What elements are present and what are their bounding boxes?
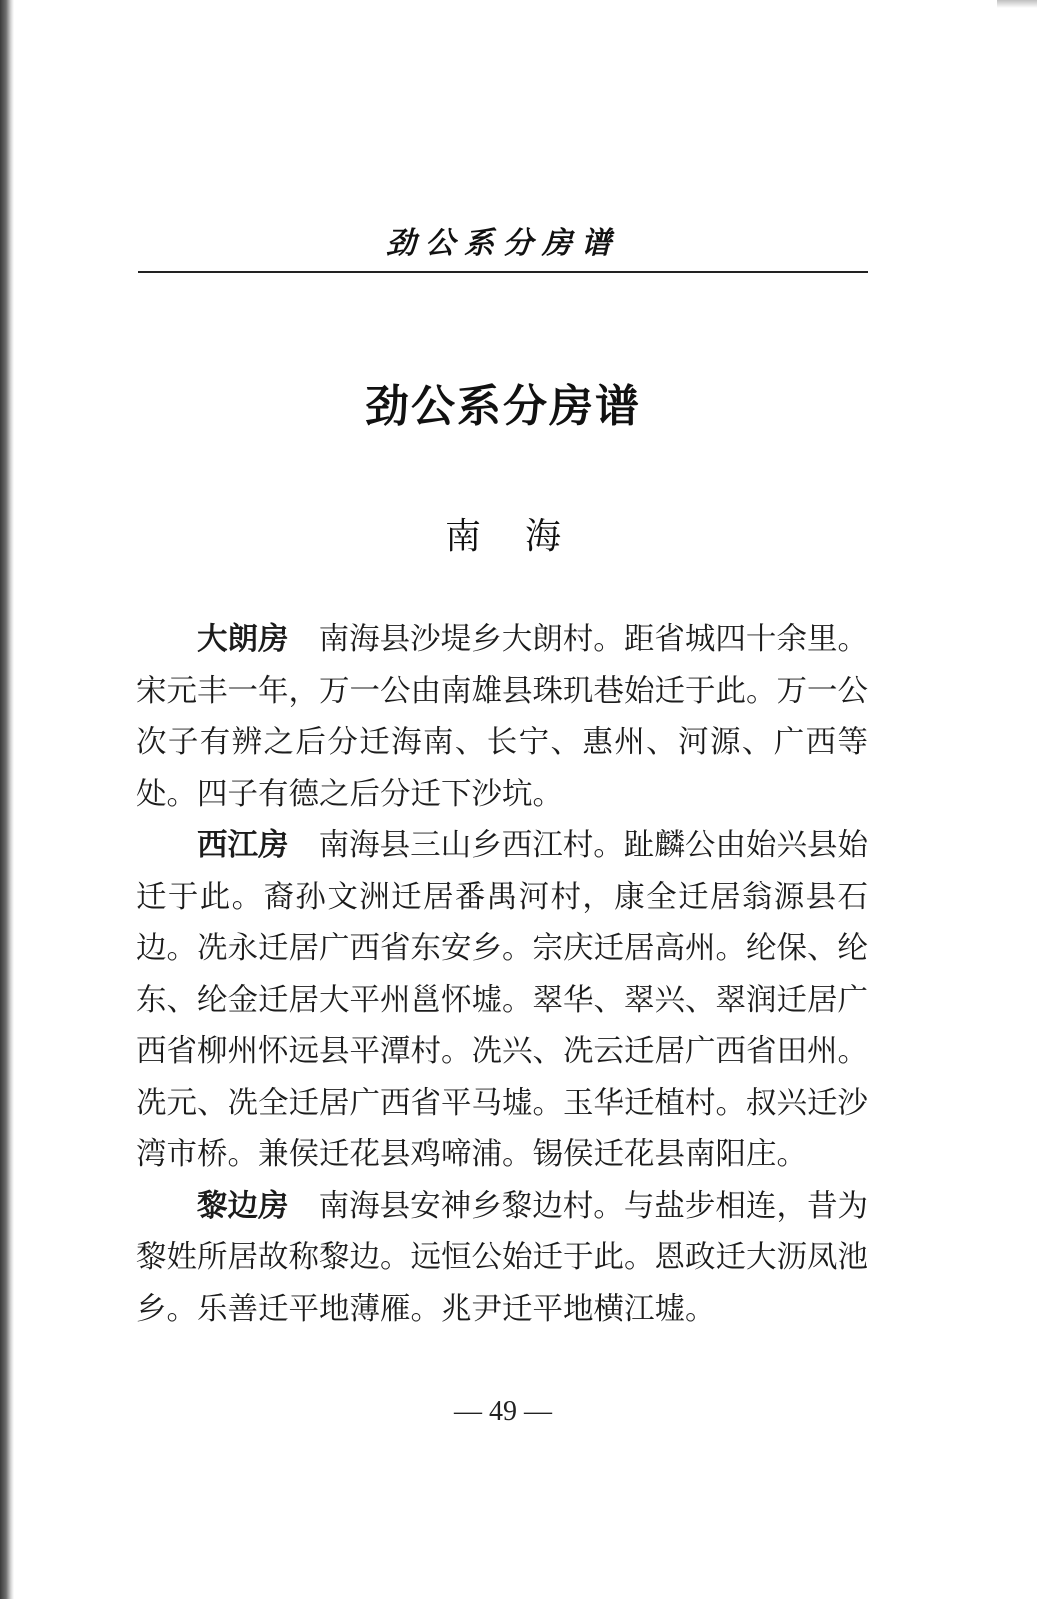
paragraph-dalang [136,614,868,820]
paragraph-heading: 西江房 [197,828,289,863]
chapter-title: 劲公系分房谱 [365,381,641,432]
paragraph-text: 南海县沙堤乡大朗村。距省城四十余里。宋元丰一年，万一公由南雄县珠玑巷始迁于此。万一公次子有辨之后分迁海南、长宁、惠州、河源、广西等处。四子有德之后分迁下沙坑。 [136,622,869,812]
scan-shadow-edge [0,0,14,1599]
running-head: 劲公系分房谱 [386,226,620,261]
paragraph-heading: 黎边房 [197,1188,289,1224]
page-number: — 49 — [454,1396,552,1427]
paragraph-text: 南海县三山乡西江村。趾麟公由始兴县始迁于此。裔孙文洲迁居番禺河村，康全迁居翁源县石边。冼永迁居广西省东安乡。宗庆迁居高州。纶保、纶东、纶金迁居大平州邕怀墟。翠华、翠兴、翠润迁居广西省柳州怀远县平潭村。冼兴、冼云迁居广西省田州。冼元、冼全迁居广西省平马墟。玉华迁植村。叔兴迁沙湾市桥。兼侯迁花县鸡啼浦。锡侯迁花县南阳庄。 [136,828,869,1172]
paragraph-heading: 大朗房 [197,622,289,657]
section-title: 南海 [444,516,605,557]
body-text [136,614,868,1335]
scan-corner-shadow [997,0,1037,8]
paragraph-libian [136,1181,868,1336]
paragraph-xijiang [136,820,868,1181]
paragraph-text: 南海县安神乡黎边村。与盐步相连，昔为黎姓所居故称黎边。远恒公始迁于此。恩政迁大沥凤池乡。乐善迁平地薄雁。兆尹迁平地横江墟。 [136,1188,869,1327]
header-rule [138,271,868,273]
